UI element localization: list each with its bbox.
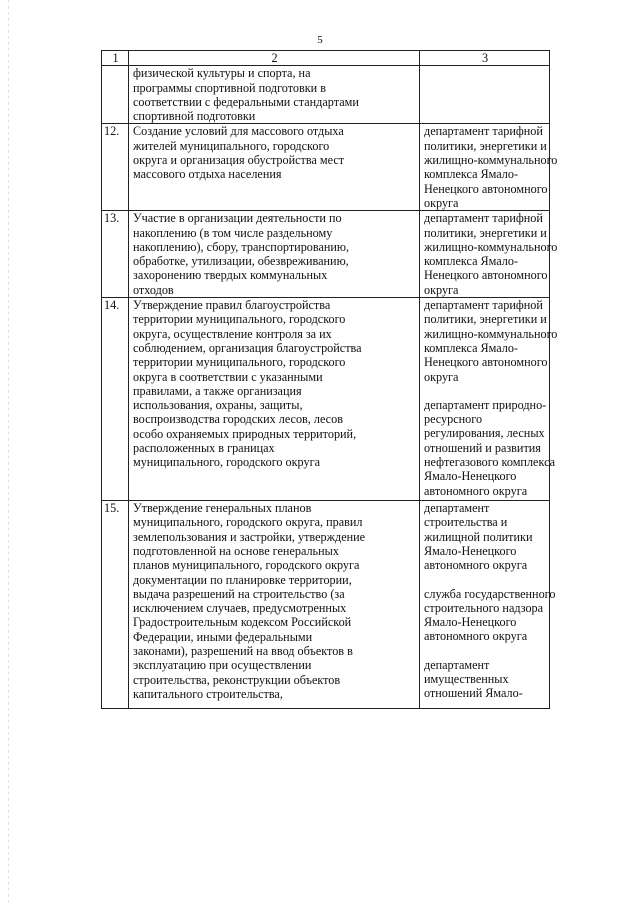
department-text-line: Ямало-Ненецкого: [424, 469, 517, 484]
power-text-line: строительства, реконструкции объектов: [133, 672, 341, 687]
department-text-line: департамент тарифной: [424, 298, 543, 313]
column-header-power: 2: [129, 51, 420, 66]
department-text-line: строительного надзора: [424, 600, 544, 615]
power-text-line: отходов: [133, 282, 174, 297]
power-description: [129, 211, 420, 298]
column-header-department: 3: [420, 51, 550, 66]
department-text-line: политики, энергетики и: [424, 312, 547, 327]
power-text-line: исключением случаев, предусмотренных: [133, 601, 347, 616]
department-entry: [424, 298, 558, 384]
power-text-line: муниципального, городского округа, правил: [133, 515, 363, 530]
power-text-line: выдача разрешений на строительство (за: [133, 586, 345, 601]
power-text-line: соблюдением, организация благоустройства: [133, 340, 362, 355]
power-text-line: капитального строительства,: [133, 686, 283, 701]
power-text-line: использования, охраны, защиты,: [133, 398, 303, 413]
department-text-line: департамент: [424, 657, 490, 672]
department-text-line: автономного округа: [424, 629, 528, 644]
table-header-row: [102, 51, 550, 66]
table-row: [102, 211, 550, 298]
table-row: [102, 298, 550, 501]
responsible-department: [420, 501, 556, 709]
department-entry: [424, 658, 546, 701]
department-text-line: комплекса Ямало-: [424, 254, 519, 269]
department-text-line: ресурсного: [424, 412, 483, 427]
department-text-line: Ямало-Ненецкого: [424, 615, 517, 630]
department-spacer: [424, 573, 546, 587]
power-text-line: законами), разрешений на ввод объектов в: [133, 644, 353, 659]
responsible-department: [420, 298, 558, 501]
power-text-line: правилами, а также организация: [133, 383, 302, 398]
power-description: [129, 66, 420, 124]
department-text-line: округа: [424, 195, 459, 210]
department-text-line: Ненецкого автономного: [424, 268, 548, 283]
table-body: [102, 66, 558, 709]
power-text-line: массового отдыха населения: [133, 167, 282, 182]
power-text-line: воспроизводства городских лесов, лесов: [133, 412, 343, 427]
responsible-department: [420, 66, 550, 124]
department-text-line: автономного округа: [424, 558, 528, 573]
department-text-line: отношений Ямало-: [424, 686, 523, 701]
responsible-department: [420, 211, 558, 298]
power-description: [129, 124, 420, 211]
department-text-line: политики, энергетики и: [424, 225, 547, 240]
power-text-line: документации по планировке территории,: [133, 572, 352, 587]
power-text-line: накоплению (в том числе раздельному: [133, 225, 333, 240]
power-text-line: муниципального, городского округа: [133, 455, 320, 470]
department-text-line: служба государственного: [424, 586, 556, 601]
power-text-line: Утверждение генеральных планов: [133, 501, 312, 516]
power-text-line: Градостроительным кодексом Российской: [133, 615, 352, 630]
department-text-line: округа: [424, 369, 459, 384]
power-text-line: округа, осуществление контроля за их: [133, 326, 332, 341]
power-text-line: Утверждение правил благоустройства: [133, 298, 331, 313]
department-text-line: автономного округа: [424, 483, 528, 498]
power-text-line: Участие в организации деятельности по: [133, 211, 342, 226]
power-text-line: округа и организация обустройства мест: [133, 153, 345, 168]
department-text-line: регулирования, лесных: [424, 426, 545, 441]
department-text-line: комплекса Ямало-: [424, 340, 519, 355]
department-spacer: [424, 384, 546, 398]
department-text-line: Ненецкого автономного: [424, 355, 548, 370]
row-number: 15.: [102, 501, 129, 709]
responsible-department: [420, 124, 558, 211]
department-text-line: политики, энергетики и: [424, 138, 547, 153]
department-text-line: Ненецкого автономного: [424, 181, 548, 196]
power-text-line: территории муниципального, городского: [133, 355, 346, 370]
table-row: [102, 501, 550, 709]
power-text-line: территории муниципального, городского: [133, 312, 346, 327]
department-text-line: отношений и развития: [424, 440, 541, 455]
powers-table: [101, 50, 558, 709]
power-text-line: физической культуры и спорта, на: [133, 66, 311, 81]
department-text-line: нефтегазового комплекса: [424, 455, 556, 470]
power-text-line: планов муниципального, городского округа: [133, 558, 360, 573]
power-description: [129, 501, 420, 709]
page-number: 5: [317, 34, 323, 46]
table-row: [102, 124, 550, 211]
department-text-line: жилищной политики: [424, 529, 533, 544]
department-spacer: [424, 644, 546, 658]
power-text-line: захоронению твердых коммунальных: [133, 268, 328, 283]
department-text-line: округа: [424, 282, 459, 297]
department-text-line: департамент природно-: [424, 397, 547, 412]
table-row: [102, 66, 550, 124]
power-text-line: обработке, утилизации, обезвреживанию,: [133, 254, 349, 269]
power-text-line: округа в соответствии с указанными: [133, 369, 323, 384]
column-header-number: 1: [102, 51, 129, 66]
power-text-line: подготовленной на основе генеральных: [133, 543, 339, 558]
department-text-line: имущественных: [424, 672, 509, 687]
department-entry: [424, 501, 546, 572]
power-text-line: спортивной подготовки: [133, 109, 256, 124]
power-text-line: Федерации, иными федеральными: [133, 629, 313, 644]
power-text-line: эксплуатацию при осуществлении: [133, 658, 312, 673]
row-number: 13.: [102, 211, 129, 298]
department-entry: [424, 397, 556, 498]
power-text-line: Создание условий для массового отдыха: [133, 124, 344, 139]
row-number: 12.: [102, 124, 129, 211]
department-entry: [424, 211, 558, 297]
scan-margin-artifact: [8, 0, 9, 905]
department-text-line: жилищно-коммунального: [424, 239, 558, 254]
department-text-line: жилищно-коммунального: [424, 326, 558, 341]
power-text-line: землепользования и застройки, утверждение: [133, 529, 366, 544]
department-text-line: комплекса Ямало-: [424, 167, 519, 182]
department-text-line: департамент тарифной: [424, 124, 543, 139]
department-text-line: департамент тарифной: [424, 211, 543, 226]
department-text-line: строительства и: [424, 515, 508, 530]
row-number: [102, 66, 129, 124]
power-text-line: накоплению), сбору, транспортированию,: [133, 239, 350, 254]
power-text-line: жителей муниципального, городского: [133, 138, 330, 153]
power-text-line: соответствии с федеральными стандартами: [133, 94, 359, 109]
power-text-line: особо охраняемых природных территорий,: [133, 426, 357, 441]
power-description: [129, 298, 420, 501]
power-text-line: программы спортивной подготовки в: [133, 80, 326, 95]
department-entry: [424, 586, 556, 644]
department-text-line: департамент: [424, 501, 490, 516]
department-entry: [424, 124, 558, 210]
power-text-line: расположенных в границах: [133, 441, 275, 456]
row-number: 14.: [102, 298, 129, 501]
department-text-line: Ямало-Ненецкого: [424, 543, 517, 558]
department-text-line: жилищно-коммунального: [424, 153, 558, 168]
